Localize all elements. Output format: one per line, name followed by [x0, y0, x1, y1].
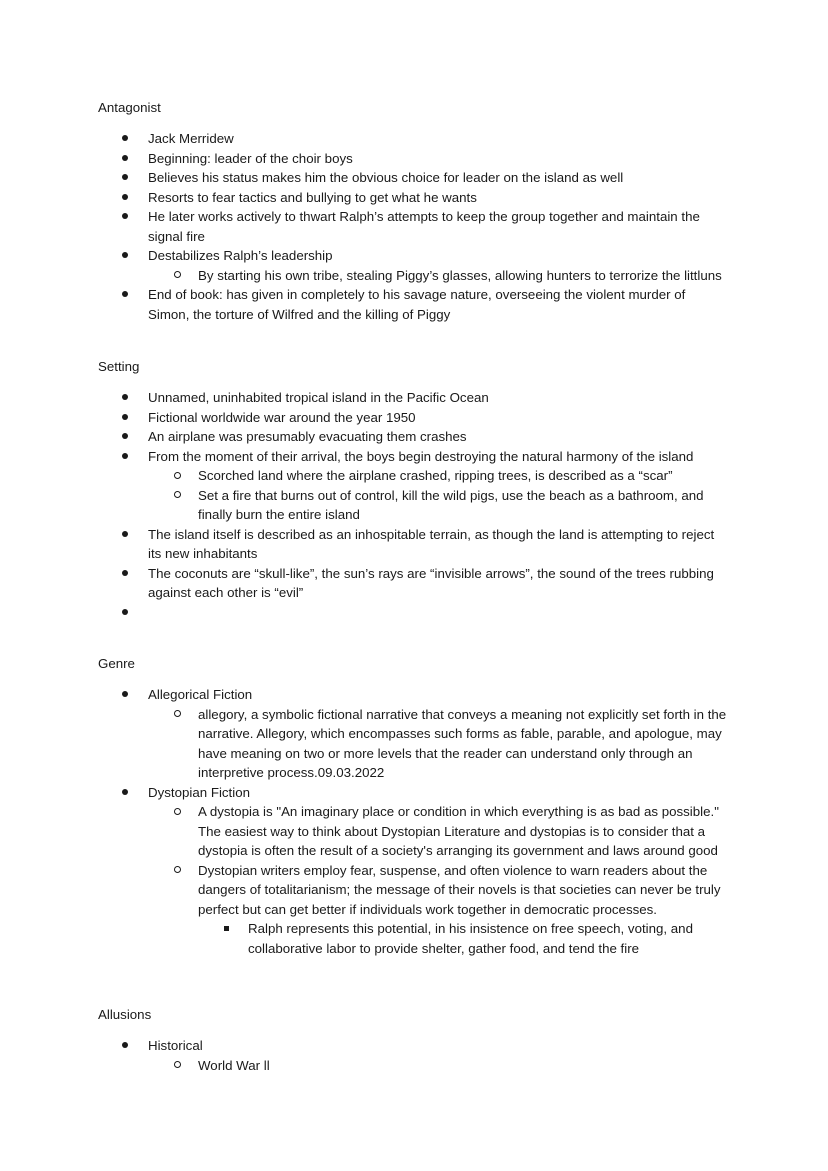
list-item: An airplane was presumably evacuating them crashes	[0, 427, 828, 447]
bullet-icon	[122, 168, 128, 188]
list-item: From the moment of their arrival, the boys begin destroying the natural harmony of the island Scorched land where the airplane crashed, ripping trees, is described as a “scar” Set a fire that burns out of control, kill the wild pigs, use the beach as a bathroom, and finally burn the entire island	[0, 447, 828, 525]
list-item: Dystopian Fiction A dystopia is "An imaginary place or condition in which everything is as bad as possible." The easiest way to think about Dystopian Literature and dystopias is to consider that a dystopia is often the result of a society's arranging its government and laws around good Dystopian writers employ fear, suspense, and often violence to warn readers about the dangers of totalitarianism; the message of their novels is that societies can never be truly perfect but can get better if individuals work together in democratic processes. Ralph represents this potential, in his insistence on free speech, voting, and collaborative labor to provide shelter, gather food, and tend the fire	[0, 783, 828, 959]
sub-list	[0, 705, 828, 783]
sub-list	[0, 1056, 828, 1076]
bullet-icon	[122, 1036, 128, 1056]
bullet-icon	[122, 188, 128, 208]
genre-list	[0, 685, 828, 958]
list-item: He later works actively to thwart Ralph’s attempts to keep the group together and maintain the signal fire	[0, 207, 828, 246]
section-heading-setting: Setting	[98, 359, 140, 374]
antagonist-list	[0, 129, 828, 324]
bullet-icon	[122, 427, 128, 447]
square-bullet-icon	[224, 919, 229, 939]
list-item: Resorts to fear tactics and bullying to get what he wants	[0, 188, 828, 208]
bullet-icon	[122, 149, 128, 169]
sub-list	[0, 266, 828, 286]
list-item: Fictional worldwide war around the year 1950	[0, 408, 828, 428]
list-item: The coconuts are “skull-like”, the sun’s rays are “invisible arrows”, the sound of the trees rubbing against each other is “evil”	[0, 564, 828, 603]
circle-bullet-icon	[174, 466, 181, 486]
list-item: Historical World War ll	[0, 1036, 828, 1075]
circle-bullet-icon	[174, 1056, 181, 1076]
section-heading-genre: Genre	[98, 656, 135, 671]
bullet-icon	[122, 285, 128, 305]
sub-list-item: A dystopia is "An imaginary place or condition in which everything is as bad as possible." The easiest way to think about Dystopian Literature and dystopias is to consider that a dystopia is often the result of a society's arranging its government and laws around good	[0, 802, 828, 861]
bullet-icon	[122, 246, 128, 266]
list-item: The island itself is described as an inhospitable terrain, as though the land is attempting to reject its new inhabitants	[0, 525, 828, 564]
setting-list	[0, 388, 828, 622]
bullet-icon	[122, 525, 128, 545]
list-item: Unnamed, uninhabited tropical island in the Pacific Ocean	[0, 388, 828, 408]
list-item: Believes his status makes him the obvious choice for leader on the island as well	[0, 168, 828, 188]
list-item-empty	[0, 603, 828, 623]
section-heading-antagonist: Antagonist	[98, 100, 161, 115]
bullet-icon	[122, 603, 128, 623]
sub-sub-list	[0, 919, 828, 958]
bullet-icon	[122, 388, 128, 408]
sub-list-item: allegory, a symbolic fictional narrative that conveys a meaning not explicitly set forth in the narrative. Allegory, which encompasses such forms as fable, parable, and apologue, may have meaning on two or more levels that the reader can understand only through an interpretive process.09.03.2022	[0, 705, 828, 783]
allusions-list	[0, 1036, 828, 1075]
section-heading-allusions: Allusions	[98, 1007, 152, 1022]
bullet-icon	[122, 207, 128, 227]
sub-sub-list-item: Ralph represents this potential, in his insistence on free speech, voting, and collaborative labor to provide shelter, gather food, and tend the fire	[0, 919, 828, 958]
list-item: Beginning: leader of the choir boys	[0, 149, 828, 169]
bullet-icon	[122, 447, 128, 467]
bullet-icon	[122, 564, 128, 584]
bullet-icon	[122, 783, 128, 803]
sub-list-item: By starting his own tribe, stealing Piggy’s glasses, allowing hunters to terrorize the littluns	[0, 266, 828, 286]
circle-bullet-icon	[174, 861, 181, 881]
sub-list	[0, 802, 828, 958]
sub-list-item: World War ll	[0, 1056, 828, 1076]
bullet-icon	[122, 129, 128, 149]
bullet-icon	[122, 685, 128, 705]
circle-bullet-icon	[174, 802, 181, 822]
sub-list-item: Set a fire that burns out of control, kill the wild pigs, use the beach as a bathroom, and finally burn the entire island	[0, 486, 828, 525]
list-item: End of book: has given in completely to his savage nature, overseeing the violent murder of Simon, the torture of Wilfred and the killing of Piggy	[0, 285, 828, 324]
bullet-icon	[122, 408, 128, 428]
circle-bullet-icon	[174, 705, 181, 725]
sub-list-item: Dystopian writers employ fear, suspense, and often violence to warn readers about the dangers of totalitarianism; the message of their novels is that societies can never be truly perfect but can get better if individuals work together in democratic processes. Ralph represents this potential, in his insistence on free speech, voting, and collaborative labor to provide shelter, gather food, and tend the fire	[0, 861, 828, 959]
sub-list	[0, 466, 828, 525]
list-item: Allegorical Fiction allegory, a symbolic fictional narrative that conveys a meaning not explicitly set forth in the narrative. Allegory, which encompasses such forms as fable, parable, and apologue, may have meaning on two or more levels that the reader can understand only through an interpretive process.09.03.2022	[0, 685, 828, 783]
circle-bullet-icon	[174, 266, 181, 286]
circle-bullet-icon	[174, 486, 181, 506]
list-item: Jack Merridew	[0, 129, 828, 149]
list-item: Destabilizes Ralph’s leadership By starting his own tribe, stealing Piggy’s glasses, allowing hunters to terrorize the littluns	[0, 246, 828, 285]
sub-list-item: Scorched land where the airplane crashed, ripping trees, is described as a “scar”	[0, 466, 828, 486]
